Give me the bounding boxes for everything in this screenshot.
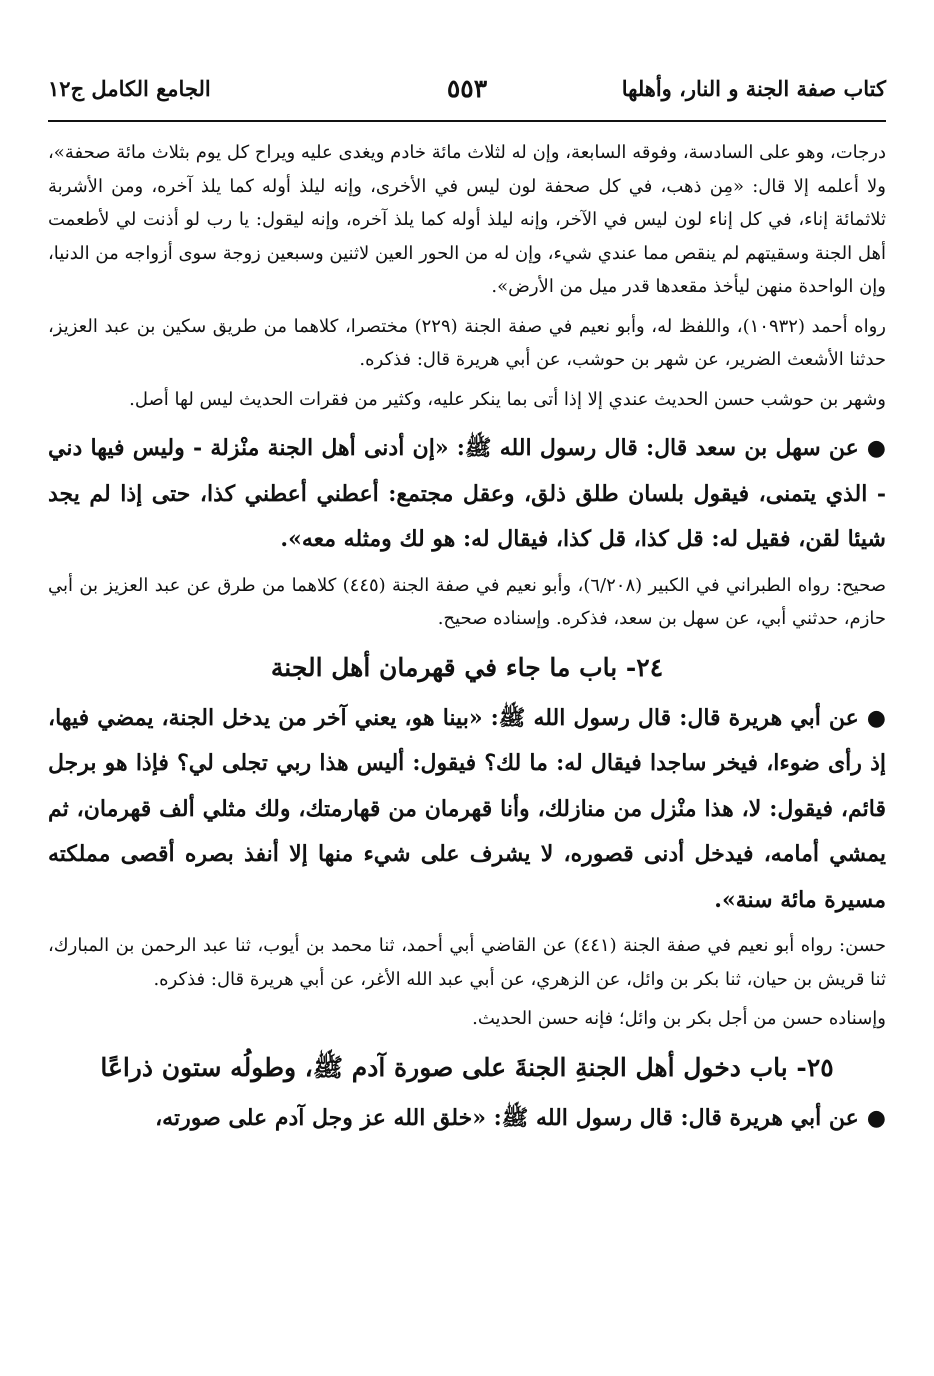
hadith-continuation: درجات، وهو على السادسة، وفوقه السابعة، وإن له لثلاث مائة خادم ويغدى عليه ويراح كل يوم بثلاث مائة صحفة»، ولا أعلمه إلا قال: «مِن ذهب، في كل صحفة لون ليس في الأخرى، وإنه ليلذ أوله كما يلذ آخره، ومن الأشربة ثلاثمائة إناء، في كل إناء لون ليس في الآخر، وإنه ليلذ أوله كما يلذ آخره، وإنه ليقول: يا رب لو أذنت لي لأطعمت أهل الجنة وسقيتهم لم ينقص مما عندي شيء، وإن له من الحور العين لاثنين وسبعين زوجة سوى أزواجه من الدنيا، وإن الواحدة منهن ليأخذ مقعدها قدر ميل من الأرض». [48, 142, 886, 297]
takhrij-note: صحيح: رواه الطبراني في الكبير (٦/٢٠٨)، وأبو نعيم في صفة الجنة (٤٤٥) كلاهما من طرق عن عبد العزيز بن أبي حازم، حدثني أبي، عن سهل بن سعد، فذكره. وإسناده صحيح. [48, 574, 887, 629]
book-volume-title: الجامع الكامل ج١٢ [48, 75, 211, 101]
isnad-note: وإسناده حسن من أجل بكر بن وائل؛ فإنه حسن الحديث. [472, 1008, 886, 1029]
takhrij-note: حسن: رواه أبو نعيم في صفة الجنة (٤٤١) عن القاضي أبي أحمد، ثنا محمد بن أيوب، ثنا عبد الرحمن بن المبارك، ثنا قريش بن حيان، ثنا بكر بن وائل، عن الزهري، عن أبي عبد الله الأغر، عن أبي هريرة قال: فذكره. [48, 935, 886, 990]
hadith-text [48, 696, 886, 924]
book-section-title: كتاب صفة الجنة و النار، وأهلها [621, 75, 886, 101]
hadith-body: عن سهل بن سعد قال: قال رسول الله ﷺ: «إن أدنى أهل الجنة منْزلة - وليس فيها دني - الذي يتمنى، فيقول بلسان طلق ذلق، وعقل مجتمع: أعطني أعطني كذا، حتى إذا لم يجد شيئا لقن، فقيل له: قل كذا، قل كذا، فيقال له: هو لك ومثله معه». [48, 435, 886, 552]
header-rule [48, 120, 886, 122]
takhrij-note: رواه أحمد (١٠٩٣٢)، واللفظ له، وأبو نعيم في صفة الجنة (٢٢٩) مختصرا، كلاهما من طريق سكين بن عبد العزيز، حدثنا الأشعث الضرير، عن شهر بن حوشب، عن أبي هريرة قال: فذكره. [48, 315, 886, 370]
bullet-icon: ● [866, 704, 886, 731]
running-header [48, 62, 886, 114]
hadith-body: عن أبي هريرة قال: قال رسول الله ﷺ: «خلق الله عز وجل آدم على صورته، [155, 1104, 859, 1131]
bullet-icon: ● [866, 1104, 886, 1131]
page-number: ٥٥٣ [446, 73, 488, 103]
hadith-body: عن أبي هريرة قال: قال رسول الله ﷺ: «بينا هو، يعني آخر من يدخل الجنة، يمضي فيها، إذ رأى ضوءا، فيخر ساجدا فيقال له: ما لك؟ فيقول: أليس هذا ربي تجلى لي؟ فإذا هو برجل قائم، فيقول: لا، هذا منْزل من منازلك، وأنا قهرمان من قهارمتك، ولك مثلي ألف قهرمان، ثم يمشي أمامه، فيدخل أدنى قصوره، لا يشرف على شيء منها إلا أنفذ بصره أقصى مملكته مسيرة مائة سنة». [48, 704, 886, 913]
hadith-text [48, 426, 886, 563]
chapter-heading: ٢٤- باب ما جاء في قهرمان أهل الجنة [270, 652, 664, 682]
page-body [48, 136, 886, 1141]
chapter-heading: ٢٥- باب دخول أهل الجنةِ الجنةَ على صورة آدم ﷺ، وطولُه ستون ذراعًا [100, 1052, 834, 1082]
bullet-icon: ● [866, 435, 886, 461]
narrator-note: وشهر بن حوشب حسن الحديث عندي إلا إذا أتى بما ينكر عليه، وكثير من فقرات الحديث ليس لها أصل. [129, 388, 886, 410]
hadith-text [48, 1096, 886, 1142]
